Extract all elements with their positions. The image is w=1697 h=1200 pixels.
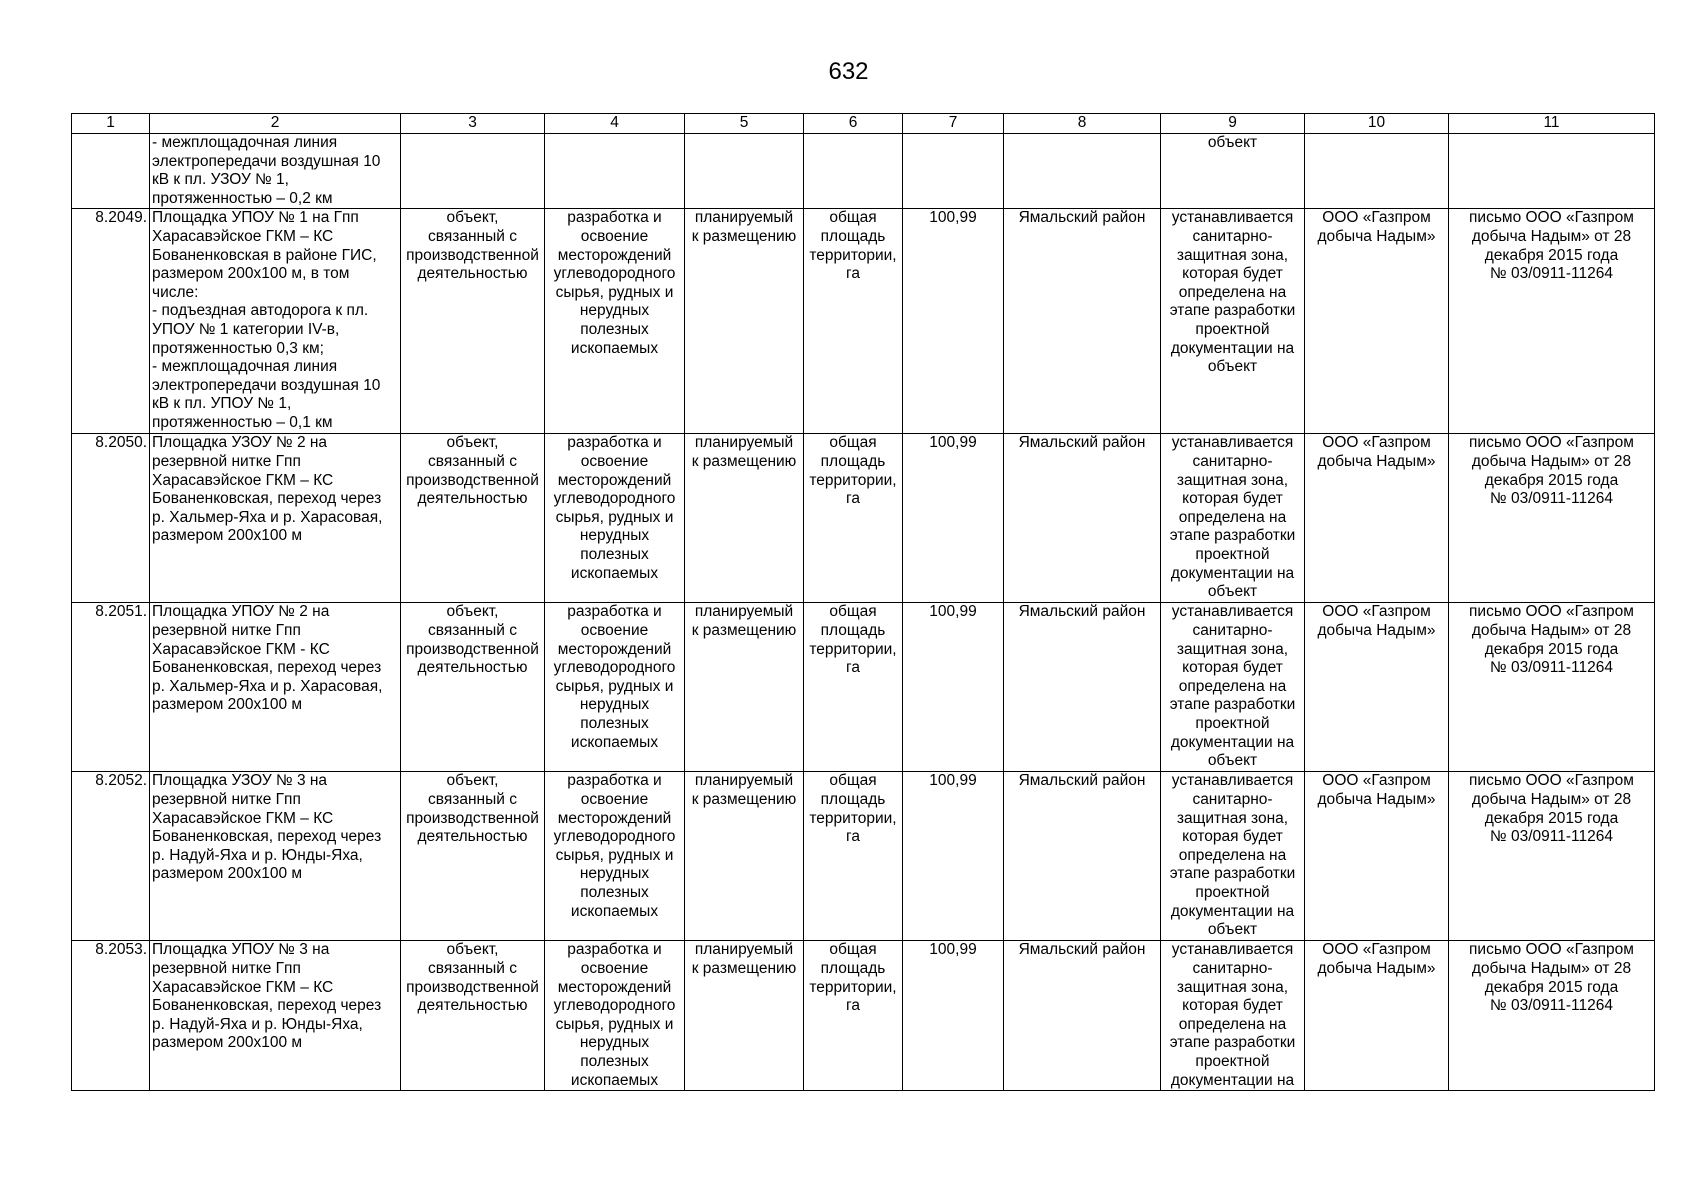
column-header: 5: [685, 114, 804, 134]
status-cell: планируемый к размещению: [685, 209, 804, 434]
row-number-cell: [72, 134, 150, 209]
value-cell: 100,99: [903, 941, 1004, 1091]
table-row: [72, 603, 1655, 772]
characteristic-cell: общая площадь территории, га: [804, 941, 903, 1091]
object-name-cell: Площадка УПОУ № 1 на Гпп Харасавэйское ГКМ – КС Бованенковская в районе ГИС, размером 200х100 м, в том числе: - подъездная автодорога к пл. УПОУ № 1 категории IV-в, протяженностью 0,3 км; - межплощадочная линия электропередачи воздушная 10 кВ к пл. УПОУ № 1, протяженностью – 0,1 км: [150, 209, 401, 434]
object-type-cell: объект, связанный с производственной деятельностью: [401, 434, 545, 603]
purpose-cell: [545, 134, 685, 209]
object-name-cell: - межплощадочная линия электропередачи воздушная 10 кВ к пл. УЗОУ № 1, протяженностью – 0,2 км: [150, 134, 401, 209]
basis-cell: письмо ООО «Газпром добыча Надым» от 28 декабря 2015 года № 03/0911-11264: [1449, 209, 1655, 434]
object-type-cell: объект, связанный с производственной деятельностью: [401, 941, 545, 1091]
characteristic-cell: общая площадь территории, га: [804, 434, 903, 603]
characteristic-cell: общая площадь территории, га: [804, 772, 903, 941]
table-row: [72, 941, 1655, 1091]
object-type-cell: объект, связанный с производственной деятельностью: [401, 772, 545, 941]
basis-cell: письмо ООО «Газпром добыча Надым» от 28 декабря 2015 года № 03/0911-11264: [1449, 603, 1655, 772]
value-cell: 100,99: [903, 434, 1004, 603]
row-number-cell: 8.2051.: [72, 603, 150, 772]
table-row: [72, 209, 1655, 434]
basis-cell: письмо ООО «Газпром добыча Надым» от 28 декабря 2015 года № 03/0911-11264: [1449, 941, 1655, 1091]
location-cell: Ямальский район: [1004, 603, 1161, 772]
organization-cell: ООО «Газпром добыча Надым»: [1305, 603, 1449, 772]
column-header: 7: [903, 114, 1004, 134]
object-type-cell: объект, связанный с производственной деятельностью: [401, 603, 545, 772]
value-cell: 100,99: [903, 772, 1004, 941]
object-name-cell: Площадка УПОУ № 3 на резервной нитке Гпп Харасавэйское ГКМ – КС Бованенковская, переход через р. Надуй-Яха и р. Юнды-Яха, размером 200х100 м: [150, 941, 401, 1091]
zone-cell: устанавливается санитарно- защитная зона, которая будет определена на этапе разработки проектной документации на: [1161, 941, 1305, 1091]
characteristic-cell: [804, 134, 903, 209]
status-cell: планируемый к размещению: [685, 603, 804, 772]
column-header: 10: [1305, 114, 1449, 134]
registry-table: [71, 113, 1655, 1091]
purpose-cell: разработка и освоение месторождений углеводородного сырья, рудных и нерудных полезных ископаемых: [545, 772, 685, 941]
organization-cell: ООО «Газпром добыча Надым»: [1305, 772, 1449, 941]
organization-cell: [1305, 134, 1449, 209]
location-cell: Ямальский район: [1004, 941, 1161, 1091]
row-number-cell: 8.2049.: [72, 209, 150, 434]
object-name-cell: Площадка УЗОУ № 3 на резервной нитке Гпп Харасавэйское ГКМ – КС Бованенковская, переход через р. Надуй-Яха и р. Юнды-Яха, размером 200х100 м: [150, 772, 401, 941]
object-name-cell: Площадка УПОУ № 2 на резервной нитке Гпп Харасавэйское ГКМ - КС Бованенковская, переход через р. Хальмер-Яха и р. Харасовая, размером 200х100 м: [150, 603, 401, 772]
location-cell: Ямальский район: [1004, 209, 1161, 434]
zone-cell: устанавливается санитарно- защитная зона, которая будет определена на этапе разработки проектной документации на объект: [1161, 603, 1305, 772]
organization-cell: ООО «Газпром добыча Надым»: [1305, 434, 1449, 603]
basis-cell: [1449, 134, 1655, 209]
column-header: 2: [150, 114, 401, 134]
row-number-cell: 8.2053.: [72, 941, 150, 1091]
table-row: [72, 772, 1655, 941]
column-header: 6: [804, 114, 903, 134]
row-number-cell: 8.2050.: [72, 434, 150, 603]
value-cell: [903, 134, 1004, 209]
status-cell: планируемый к размещению: [685, 434, 804, 603]
organization-cell: ООО «Газпром добыча Надым»: [1305, 941, 1449, 1091]
location-cell: [1004, 134, 1161, 209]
location-cell: Ямальский район: [1004, 772, 1161, 941]
object-name-cell: Площадка УЗОУ № 2 на резервной нитке Гпп Харасавэйское ГКМ – КС Бованенковская, переход через р. Хальмер-Яха и р. Харасовая, размером 200х100 м: [150, 434, 401, 603]
organization-cell: ООО «Газпром добыча Надым»: [1305, 209, 1449, 434]
basis-cell: письмо ООО «Газпром добыча Надым» от 28 декабря 2015 года № 03/0911-11264: [1449, 434, 1655, 603]
purpose-cell: разработка и освоение месторождений углеводородного сырья, рудных и нерудных полезных ископаемых: [545, 603, 685, 772]
object-type-cell: [401, 134, 545, 209]
zone-cell: устанавливается санитарно- защитная зона, которая будет определена на этапе разработки проектной документации на объект: [1161, 434, 1305, 603]
table-row: [72, 134, 1655, 209]
table-row: [72, 434, 1655, 603]
value-cell: 100,99: [903, 603, 1004, 772]
column-header: 9: [1161, 114, 1305, 134]
purpose-cell: разработка и освоение месторождений углеводородного сырья, рудных и нерудных полезных ископаемых: [545, 941, 685, 1091]
object-type-cell: объект, связанный с производственной деятельностью: [401, 209, 545, 434]
column-header: 1: [72, 114, 150, 134]
purpose-cell: разработка и освоение месторождений углеводородного сырья, рудных и нерудных полезных ископаемых: [545, 209, 685, 434]
purpose-cell: разработка и освоение месторождений углеводородного сырья, рудных и нерудных полезных ископаемых: [545, 434, 685, 603]
table-header-row: [72, 114, 1655, 134]
location-cell: Ямальский район: [1004, 434, 1161, 603]
zone-cell: устанавливается санитарно- защитная зона, которая будет определена на этапе разработки проектной документации на объект: [1161, 772, 1305, 941]
page-number: 632: [828, 58, 869, 85]
status-cell: [685, 134, 804, 209]
status-cell: планируемый к размещению: [685, 941, 804, 1091]
row-number-cell: 8.2052.: [72, 772, 150, 941]
zone-cell: объект: [1161, 134, 1305, 209]
column-header: 3: [401, 114, 545, 134]
zone-cell: устанавливается санитарно- защитная зона, которая будет определена на этапе разработки проектной документации на объект: [1161, 209, 1305, 434]
column-header: 11: [1449, 114, 1655, 134]
basis-cell: письмо ООО «Газпром добыча Надым» от 28 декабря 2015 года № 03/0911-11264: [1449, 772, 1655, 941]
characteristic-cell: общая площадь территории, га: [804, 209, 903, 434]
column-header: 8: [1004, 114, 1161, 134]
value-cell: 100,99: [903, 209, 1004, 434]
column-header: 4: [545, 114, 685, 134]
characteristic-cell: общая площадь территории, га: [804, 603, 903, 772]
status-cell: планируемый к размещению: [685, 772, 804, 941]
